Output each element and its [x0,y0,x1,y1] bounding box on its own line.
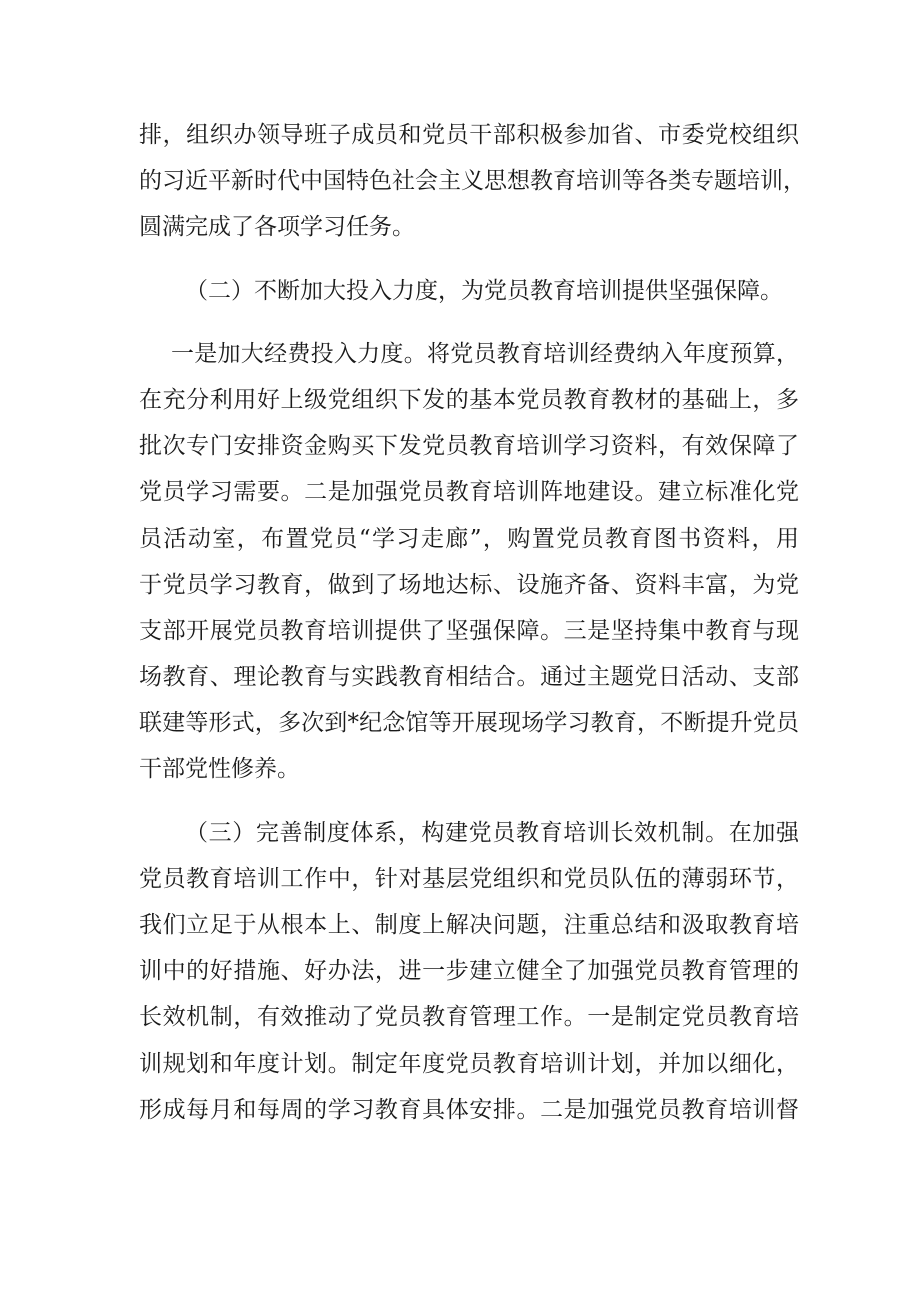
text-line: 支部开展党员教育培训提供了坚强保障。三是坚持集中教育与现 [139,617,799,644]
section-heading-2 [139,268,799,314]
text-line: 于党员学习教育，做到了场地达标、设施齐备、资料丰富，为党 [139,571,799,598]
text-line: 一是加大经费投入力度。将党员教育培训经费纳入年度预算， [171,340,799,367]
text-line: 党员学习需要。二是加强党员教育培训阵地建设。建立标准化党 [139,479,799,506]
paragraph-gap [139,314,799,331]
paragraph-gap [139,793,799,810]
paragraph-gap [139,251,799,268]
text-line: 干部党性修养。 [139,756,300,783]
text-line: （三）完善制度体系，构建党员教育培训长效机制。在加强 [185,819,799,846]
document-body [139,112,806,1133]
paragraph-3 [139,810,799,1133]
text-line: 员活动室，布置党员“学习走廊”，购置党员教育图书资料，用 [139,525,799,552]
text-line: 排，组织办领导班子成员和党员干部积极参加省、市委党校组织 [139,122,799,148]
text-line: 长效机制，有效推动了党员教育管理工作。一是制定党员教育培 [139,1004,799,1031]
text-line: 场教育、理论教育与实践教育相结合。通过主题党日活动、支部 [139,664,799,691]
text-line: 形成每月和每周的学习教育具体安排。二是加强党员教育培训督 [139,1096,799,1123]
text-line: 我们立足于从根本上、制度上解决问题，注重总结和汲取教育培 [139,912,799,938]
text-line: 联建等形式，多次到*纪念馆等开展现场学习教育，不断提升党员 [139,710,799,737]
text-line: 的习近平新时代中国特色社会主义思想教育培训等各类专题培训， [139,168,806,195]
heading-text: （二）不断加大投入力度，为党员教育培训提供坚强保障。 [185,277,783,304]
text-line: 在充分利用好上级党组织下发的基本党员教育教材的基础上，多 [139,386,799,413]
paragraph-intro [139,112,806,251]
text-line: 批次专门安排资金购买下发党员教育培训学习资料，有效保障了 [139,433,799,460]
text-line: 训中的好措施、好办法，进一步建立健全了加强党员教育管理的 [139,958,799,985]
text-line: 圆满完成了各项学习任务。 [139,214,415,241]
text-line: 训规划和年度计划。制定年度党员教育培训计划，并加以细化， [139,1050,799,1077]
paragraph-2 [139,331,799,793]
text-line: 党员教育培训工作中，针对基层党组织和党员队伍的薄弱环节， [139,865,799,892]
